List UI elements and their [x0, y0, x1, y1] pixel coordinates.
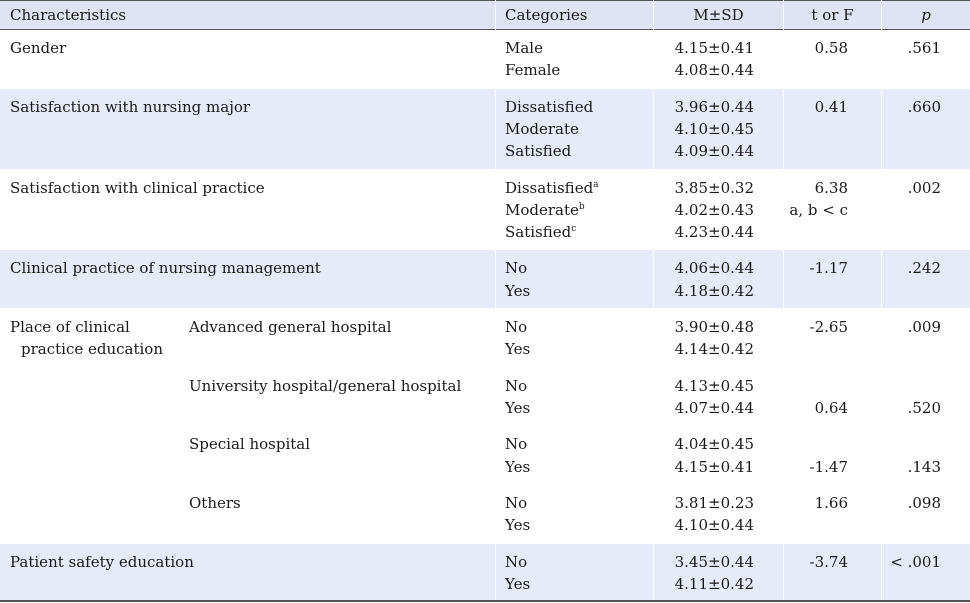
category-cell: Dissatisfied$^a$	[505, 179, 599, 197]
header-msd: M±SD	[693, 6, 744, 24]
t-value-cell: 0.64	[814, 399, 848, 417]
msd-cell: 4.23±0.44	[674, 223, 754, 241]
posthoc-cell: a, b < c	[789, 201, 848, 219]
row-label-place-line1: Place of clinical	[10, 318, 130, 336]
column-divider	[495, 0, 496, 601]
category-cell: Satisfied	[505, 142, 572, 160]
p-value-cell: .242	[907, 259, 941, 277]
bottom-rule	[0, 600, 970, 602]
t-value-cell: -2.65	[809, 318, 848, 336]
msd-cell: 3.81±0.23	[674, 494, 754, 512]
row-label-gender: Gender	[10, 39, 67, 57]
msd-cell: 4.10±0.44	[674, 516, 754, 534]
category-cell: No	[505, 494, 528, 512]
msd-cell: 4.18±0.42	[674, 282, 754, 300]
p-value-cell: .143	[907, 458, 941, 476]
row-label-clinical-practice: Satisfaction with clinical practice	[10, 179, 265, 197]
msd-cell: 4.06±0.44	[674, 259, 754, 277]
category-cell: Yes	[505, 458, 531, 476]
p-value-cell: .098	[907, 494, 941, 512]
row-label-nursing-major: Satisfaction with nursing major	[10, 98, 251, 116]
msd-cell: 4.14±0.42	[674, 340, 754, 358]
msd-cell: 3.85±0.32	[674, 179, 754, 197]
msd-cell: 4.02±0.43	[674, 201, 754, 219]
msd-cell: 3.90±0.48	[674, 318, 754, 336]
subgroup-label: Others	[189, 494, 241, 512]
subgroup-label: Special hospital	[189, 435, 311, 453]
category-cell: Female	[505, 61, 561, 79]
category-cell: Moderate$^b$	[505, 201, 585, 219]
msd-cell: 4.11±0.42	[674, 575, 754, 593]
category-cell: Yes	[505, 516, 531, 534]
row-label-nursing-management: Clinical practice of nursing management	[10, 259, 321, 277]
t-value-cell: -1.17	[809, 259, 848, 277]
category-cell: Satisfied$^c$	[505, 223, 577, 241]
msd-cell: 4.15±0.41	[674, 39, 754, 57]
msd-cell: 3.96±0.44	[674, 98, 754, 116]
category-cell: No	[505, 318, 528, 336]
category-cell: Moderate	[505, 120, 579, 138]
subgroup-label: Advanced general hospital	[189, 318, 392, 336]
category-cell: Male	[505, 39, 543, 57]
msd-cell: 3.45±0.44	[674, 553, 754, 571]
category-cell: No	[505, 435, 528, 453]
msd-cell: 4.08±0.44	[674, 61, 754, 79]
header-categories: Categories	[505, 6, 588, 24]
category-cell: No	[505, 377, 528, 395]
category-cell: Yes	[505, 340, 531, 358]
p-value-cell: .520	[907, 399, 941, 417]
msd-cell: 4.15±0.41	[674, 458, 754, 476]
category-cell: No	[505, 259, 528, 277]
p-value-cell: < .001	[890, 553, 941, 571]
p-value-cell: .660	[907, 98, 941, 116]
category-cell: No	[505, 553, 528, 571]
t-value-cell: -1.47	[809, 458, 848, 476]
category-cell: Yes	[505, 575, 531, 593]
p-value-cell: .002	[907, 179, 941, 197]
header-t-or-f: t or F	[811, 6, 854, 24]
header-p: p	[921, 6, 931, 24]
category-cell: Yes	[505, 399, 531, 417]
category-cell: Yes	[505, 282, 531, 300]
msd-cell: 4.09±0.44	[674, 142, 754, 160]
msd-cell: 4.04±0.45	[674, 435, 754, 453]
p-value-cell: .009	[907, 318, 941, 336]
superscript: c	[571, 224, 577, 234]
header-characteristics: Characteristics	[10, 6, 127, 24]
msd-cell: 4.13±0.45	[674, 377, 754, 395]
t-value-cell: -3.74	[809, 553, 848, 571]
p-value-cell: .561	[907, 39, 941, 57]
msd-cell: 4.07±0.44	[674, 399, 754, 417]
t-value-cell: 6.38	[814, 179, 848, 197]
subgroup-label: University hospital/general hospital	[189, 377, 462, 395]
t-value-cell: 0.41	[814, 98, 848, 116]
superscript: b	[578, 202, 585, 212]
row-label-place-line2: practice education	[21, 340, 163, 358]
t-value-cell: 0.58	[814, 39, 848, 57]
t-value-cell: 1.66	[814, 494, 848, 512]
superscript: a	[593, 180, 599, 190]
msd-cell: 4.10±0.45	[674, 120, 754, 138]
category-cell: Dissatisfied	[505, 98, 594, 116]
row-label-patient-safety: Patient safety education	[10, 553, 194, 571]
